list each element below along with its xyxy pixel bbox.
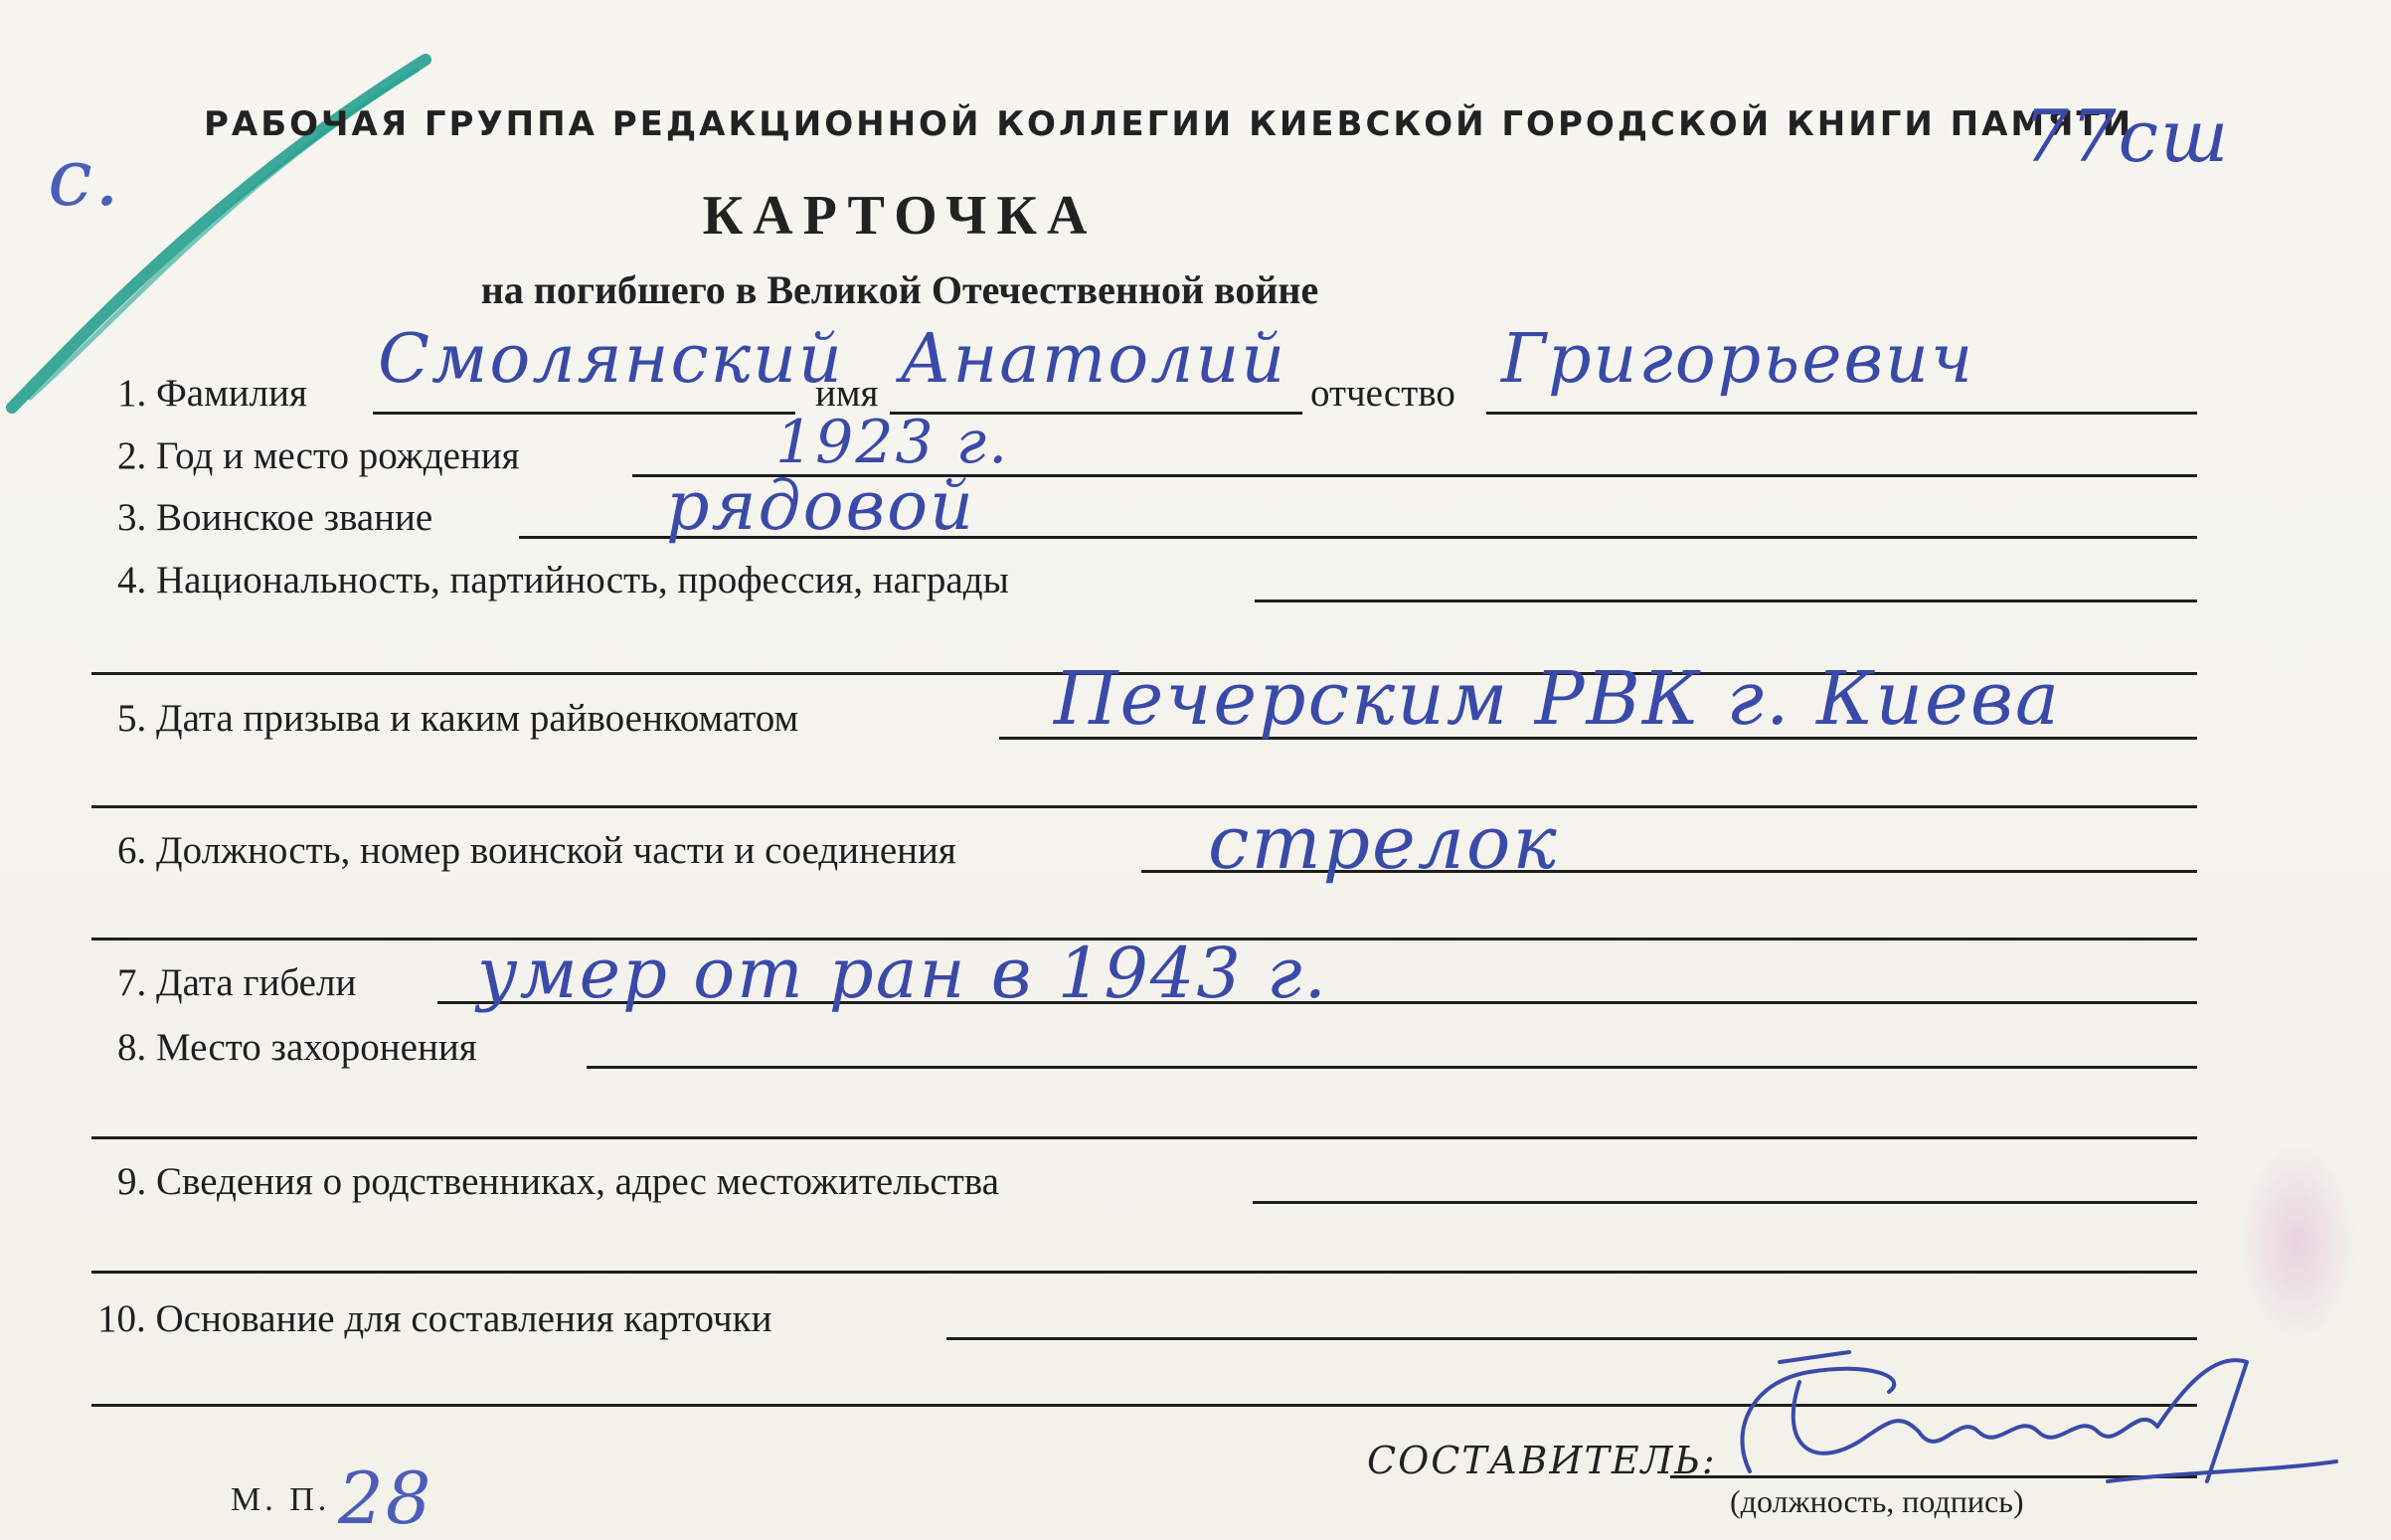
birth-value: 1923 г.: [775, 408, 1010, 477]
field-rank-label: 3. Воинское звание: [117, 496, 433, 539]
corner-mark: с.: [48, 131, 122, 224]
code-annotation: 77сш: [2023, 94, 2231, 178]
signature: [1690, 1322, 2366, 1511]
mp-label: М. П.: [231, 1481, 331, 1518]
ink-smudge: [2237, 1143, 2356, 1342]
field-patronymic-label: отчество: [1310, 372, 1455, 415]
death-value: умер от ран в 1943 г.: [477, 933, 1328, 1014]
card-subtitle: на погибшего в Великой Отечественной войне: [480, 267, 1319, 312]
field-surname-label: 1. Фамилия: [117, 372, 307, 415]
field-draft-label: 5. Дата призыва и каким райвоенкоматом: [117, 697, 799, 740]
draft-value: Печерским РВК г. Киева: [1054, 656, 2062, 742]
field-name-label: имя: [815, 372, 879, 415]
compiler-note: (должность, подпись): [1730, 1483, 2024, 1519]
field-nationality-label: 4. Национальность, партийность, профессия, награды: [117, 559, 1009, 601]
field-birth-label: 2. Год и место рождения: [117, 434, 520, 477]
patronymic-value: Григорьевич: [1501, 320, 1975, 399]
burial-line: [587, 1066, 2197, 1069]
rank-value: рядовой: [666, 467, 975, 546]
relatives-line: [1253, 1201, 2197, 1204]
position-value: стрелок: [1208, 800, 1559, 886]
card-title: КАРТОЧКА: [702, 185, 1098, 247]
field-relatives-label: 9. Сведения о родственниках, адрес местожительства: [117, 1160, 999, 1203]
burial-line-2: [91, 1136, 2197, 1139]
surname-value: Смолянский: [378, 320, 844, 399]
field-position-label: 6. Должность, номер воинской части и соединения: [117, 829, 956, 872]
nationality-line: [1255, 599, 2197, 602]
mp-number: 28: [338, 1456, 433, 1540]
field-basis-label: 10. Основание для составления карточки: [97, 1297, 772, 1340]
patronymic-line: [1486, 412, 2197, 415]
field-burial-label: 8. Место захоронения: [117, 1026, 477, 1069]
field-death-label: 7. Дата гибели: [117, 961, 357, 1004]
surname-line: [373, 412, 795, 415]
name-value: Анатолий: [900, 320, 1287, 399]
organization-header: РАБОЧАЯ ГРУППА РЕДАКЦИОННОЙ КОЛЛЕГИИ КИЕВСКОЙ ГОРОДСКОЙ КНИГИ ПАМЯТИ: [204, 104, 2135, 144]
draft-line-2: [91, 805, 2197, 808]
relatives-line-2: [91, 1271, 2197, 1274]
compiler-label: СОСТАВИТЕЛЬ:: [1367, 1439, 1717, 1482]
